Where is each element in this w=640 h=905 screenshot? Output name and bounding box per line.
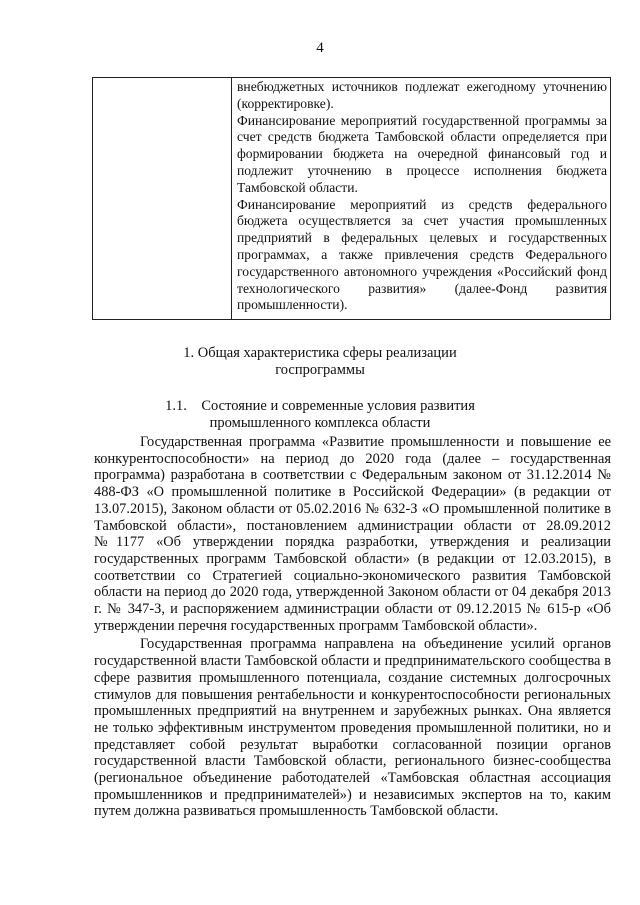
subsection-heading-line: промышленного комплекса области: [209, 415, 431, 431]
table-paragraph: внебюджетных источников подлежат ежегодному уточнению (корректировке).: [237, 79, 607, 111]
table-column-divider: [231, 78, 232, 319]
subsection-heading: [0, 398, 640, 432]
program-passport-table: [92, 77, 611, 320]
section-heading-line: госпрограммы: [275, 362, 365, 378]
body-paragraph: Государственная программа направлена на объединение усилий органов государственной власти Тамбовской области и предпринимательского сообщества в сфере развития промышленного потенциала, создание системных долгосрочных стимулов для повышения рентабельности и конкурентоспособности региональных промышленных предприятий на внутреннем и зарубежных рынках. Она является не только эффективным инструментом проведения промышленной политики, но и представляет собой результат выработки согласованной позиции органов государственной власти Тамбовской области, регионального бизнес-сообщества (региональное объединение работодателей «Тамбовская областная ассоциация промышленников и предпринимателей») и независимых экспертов на то, каким путем должна развиваться промышленность Тамбовской области.: [94, 636, 611, 820]
table-paragraph: Финансирование мероприятий из средств федерального бюджета осуществляется за счет участия промышленных предприятий в федеральных целевых и государственных программах, а также привлечения средств Федерального государственного автономного учреждения «Российский фонд технологического развития» (далее-Фонд развития промышленности).: [237, 196, 607, 313]
table-paragraph: Финансирование мероприятий государственной программы за счет средств бюджета Тамбовской области определяется при формировании бюджета на очередной финансовый год и подлежит уточнению в процессе исполнения бюджета Тамбовской области.: [237, 112, 607, 195]
body-text: [94, 434, 611, 820]
table-cell-financing: [237, 79, 607, 314]
body-paragraph: Государственная программа «Развитие промышленности и повышение ее конкурентоспособности» на период до 2020 года (далее – государственная программа) разработана в соответствии с Федеральным законом от 31.12.2014 № 488-ФЗ «О промышленной политике в Российской Федерации» (в редакции от 13.07.2015), Законом области от 05.02.2016 № 632-З «О промышленной политике в Тамбовской области», постановлением администрации области от 28.09.2012 №1177 «Об утверждении порядка разработки, утверждения и реализации государственных программ Тамбовской области» (в редакции от 12.03.2015), в соответствии со Стратегией социально-экономического развития Тамбовской области на период до 2020 года, утвержденной Законом области от 04 декабря 2013 г. № 347-З, и распоряжением администрации области от 09.12.2015 № 615-р «Об утверждении перечня государственных программ Тамбовской области».: [94, 434, 611, 634]
section-heading: [0, 345, 640, 379]
section-heading-line: 1. Общая характеристика сферы реализации: [183, 345, 457, 361]
page-number: 4: [316, 40, 324, 56]
subsection-heading-line: 1.1. Состояние и современные условия развития: [165, 398, 475, 414]
